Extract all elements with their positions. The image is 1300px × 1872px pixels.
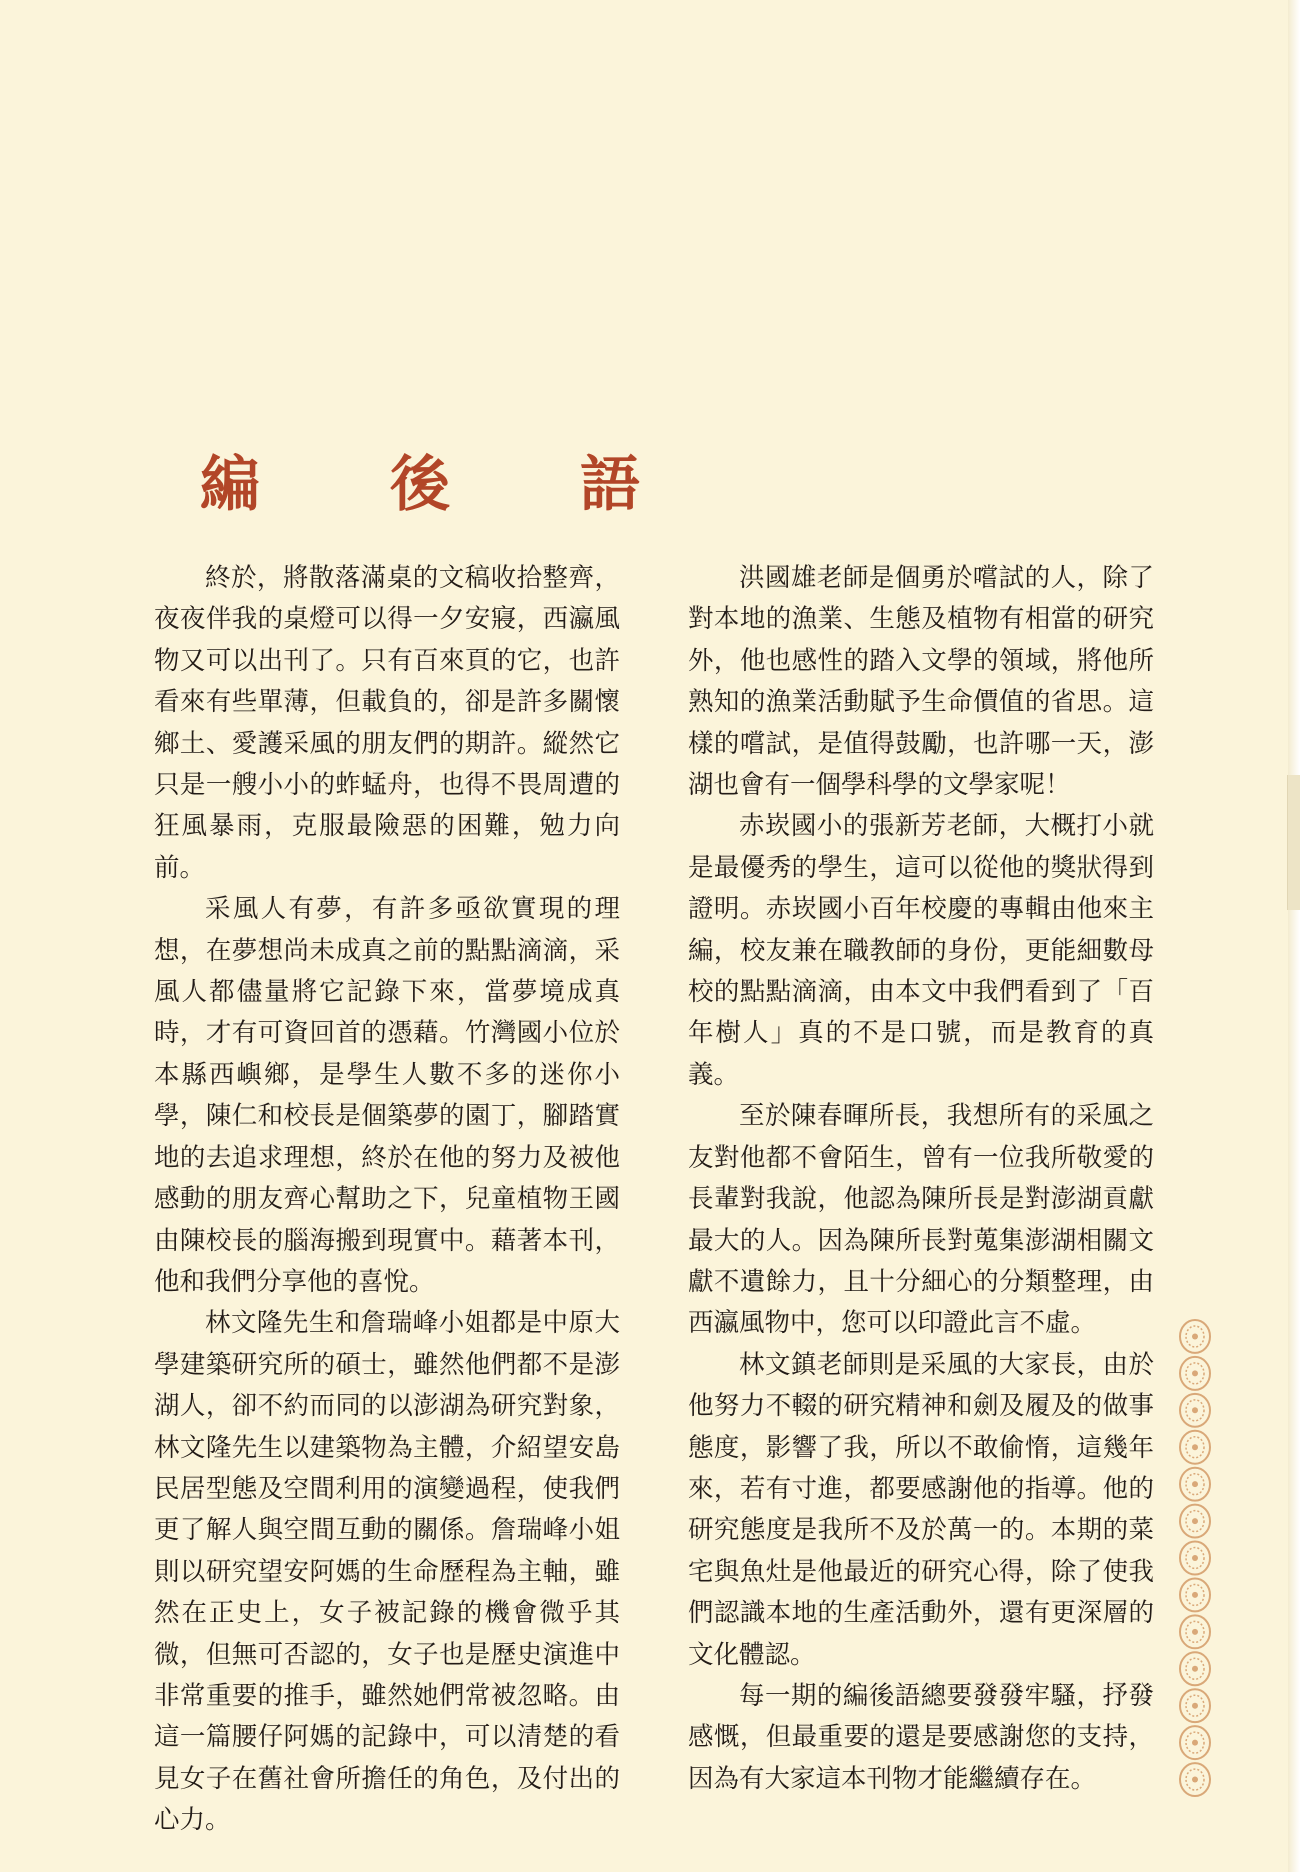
flower-medallion-icon: [1180, 1615, 1210, 1648]
paragraph: 終於，將散落滿桌的文稿收拾整齊，夜夜伴我的桌燈可以得一夕安寢，西瀛風物又可以出刊了。只有百來頁的它，也許看來有些單薄，但載負的，卻是許多關懷鄉土、愛護采風的朋友們的期許。縱然它只是一艘小小的蚱蜢舟，也得不畏周遭的狂風暴雨，克服最險惡的困難，勉力向前。: [154, 563, 620, 883]
paragraph: 至於陳春暉所長，我想所有的采風之友對他都不會陌生，曾有一位我所敬愛的長輩對我說，他認為陳所長是對澎湖貢獻最大的人。因為陳所長對蒐集澎湖相關文獻不遺餘力，且十分細心的分類整理，由西瀛風物中，您可以印證此言不虛。: [688, 1101, 1154, 1339]
decorative-border: [1177, 1318, 1213, 1798]
paragraph: 采風人有夢，有許多亟欲實現的理想，在夢想尚未成真之前的點點滴滴，采風人都儘量將它記錄下來，當夢境成真時，才有可資回首的憑藉。竹灣國小位於本縣西嶼鄉，是學生人數不多的迷你小學，陳仁和校長是個築夢的園丁，腳踏實地的去追求理想，終於在他的努力及被他感動的朋友齊心幫助之下，兒童植物王國由陳校長的腦海搬到現實中。藉著本刊，他和我們分享他的喜悅。: [154, 894, 620, 1297]
flower-medallion-icon: [1180, 1652, 1210, 1685]
right-column: [688, 558, 1154, 1800]
title-char: 後: [390, 450, 450, 520]
flower-medallion-icon: [1180, 1431, 1210, 1464]
flower-medallion-icon: [1180, 1726, 1210, 1759]
flower-medallion-icon: [1180, 1578, 1210, 1611]
left-column: [154, 558, 620, 1842]
paragraph: 林文鎮老師則是采風的大家長，由於他努力不輟的研究精神和劍及履及的做事態度，影響了我，所以不敢偷惰，這幾年來，若有寸進，都要感謝他的指導。他的研究態度是我所不及於萬一的。本期的菜宅與魚灶是他最近的研究心得，除了使我們認識本地的生產活動外，還有更深層的文化體認。: [688, 1349, 1154, 1670]
flower-medallion-icon: [1180, 1320, 1210, 1353]
title-char: 編: [200, 450, 260, 520]
flower-medallion-icon: [1180, 1505, 1210, 1538]
flower-medallion-icon: [1180, 1689, 1210, 1722]
flower-medallion-icon: [1180, 1394, 1210, 1427]
flower-medallion-icon: [1180, 1357, 1210, 1390]
flower-medallion-icon: [1180, 1468, 1210, 1501]
page-edge: [1288, 0, 1300, 1872]
page-tab-edge: [1287, 775, 1300, 910]
flower-medallion-icon: [1180, 1763, 1210, 1796]
page-title: [200, 450, 640, 520]
paragraph: 洪國雄老師是個勇於嚐試的人，除了對本地的漁業、生態及植物有相當的研究外，他也感性的踏入文學的領域，將他所熟知的漁業活動賦予生命價值的省思。這樣的嚐試，是值得鼓勵，也許哪一天，澎湖也會有一個學科學的文學家呢！: [688, 563, 1154, 801]
paragraph: 林文隆先生和詹瑞峰小姐都是中原大學建築研究所的碩士，雖然他們都不是澎湖人，卻不約而同的以澎湖為研究對象，林文隆先生以建築物為主體，介紹望安島民居型態及空間利用的演變過程，使我們更了解人與空間互動的關係。詹瑞峰小姐則以研究望安阿媽的生命歷程為主軸，雖然在正史上，女子被記錄的機會微乎其微，但無可否認的，女子也是歷史演進中非常重要的推手，雖然她們常被忽略。由這一篇腰仔阿媽的記錄中，可以清楚的看見女子在舊社會所擔任的角色，及付出的心力。: [154, 1308, 620, 1836]
paragraph: 每一期的編後語總要發發牢騷，抒發感慨，但最重要的還是要感謝您的支持，因為有大家這本刊物才能繼續存在。: [688, 1680, 1154, 1794]
flower-medallion-icon: [1180, 1542, 1210, 1575]
title-char: 語: [580, 450, 640, 520]
paragraph: 赤崁國小的張新芳老師，大概打小就是最優秀的學生，這可以從他的獎狀得到證明。赤崁國小百年校慶的專輯由他來主編，校友兼在職教師的身份，更能細數母校的點點滴滴，由本文中我們看到了「百年樹人」真的不是口號，而是教育的真義。: [688, 811, 1154, 1090]
